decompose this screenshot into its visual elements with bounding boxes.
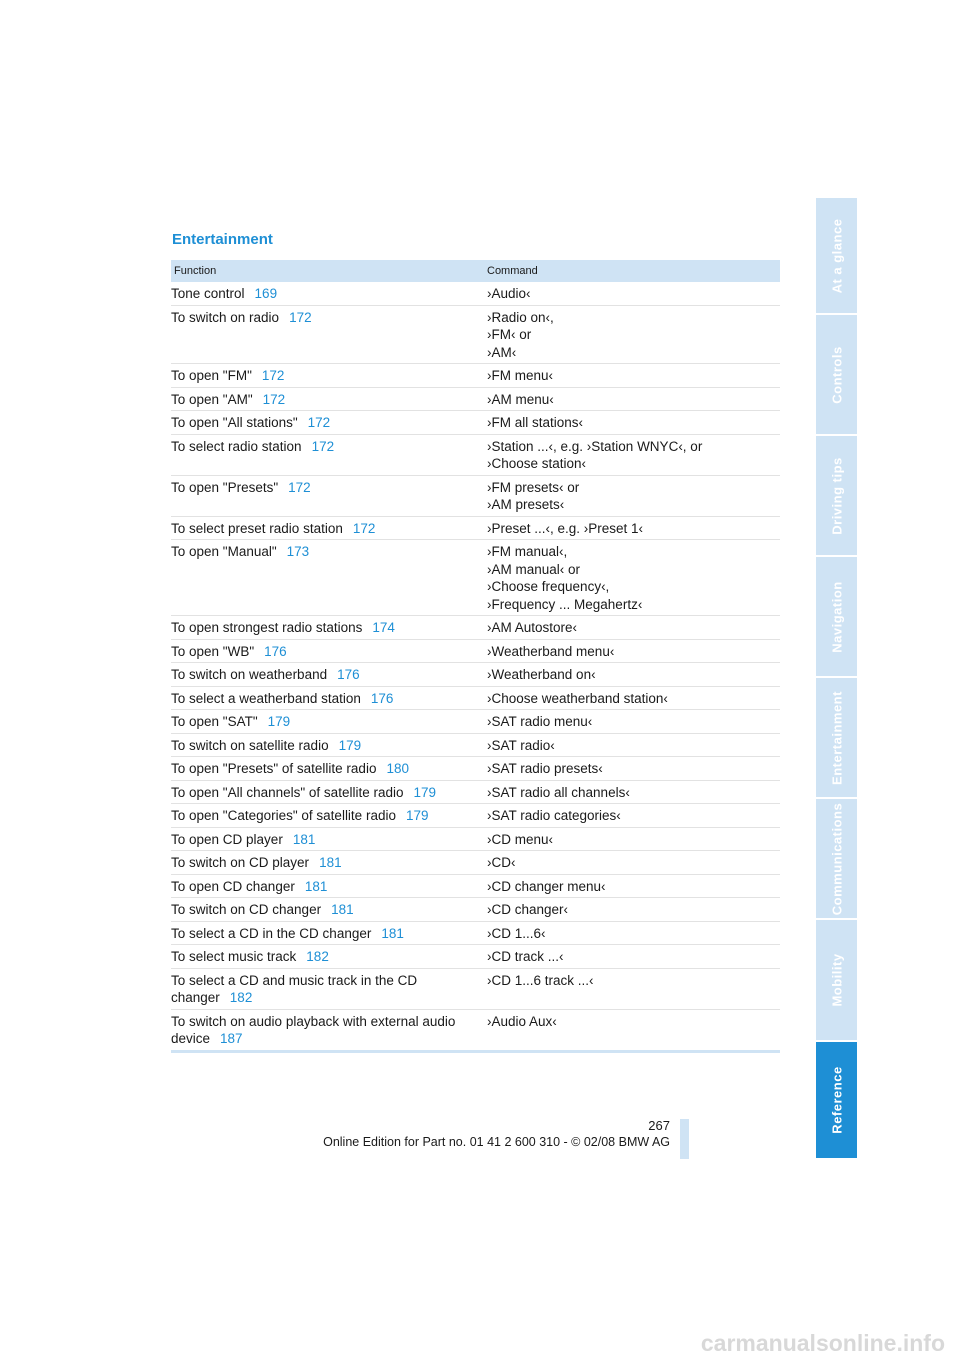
table-row [171,1010,780,1050]
function-text: To select preset radio station [171,520,343,536]
chapter-tab-label: Navigation [829,580,844,653]
table-row [171,640,780,664]
footer-accent-bar [680,1119,689,1159]
page-reference-link[interactable]: 179 [413,784,437,800]
function-cell [171,666,487,684]
chapter-tab-navigation[interactable] [816,557,857,678]
command-cell [487,479,780,514]
page-reference-link[interactable]: 176 [337,667,360,682]
function-text: To open "AM" [171,391,253,407]
page-reference-link[interactable]: 169 [254,286,278,301]
command-line: ›SAT radio categories‹ [487,808,621,823]
function-cell [171,520,487,538]
command-cell [487,285,780,303]
command-cell [487,367,780,385]
page-reference-link[interactable]: 180 [386,761,409,776]
table-row [171,540,780,616]
function-text: To open "WB" [171,643,255,659]
page-reference-link[interactable]: 181 [319,855,342,870]
function-text: To open CD player [171,831,283,847]
table-row [171,687,780,711]
table-row [171,364,780,388]
command-cell [487,925,780,943]
watermark: carmanualsonline.info [700,1330,945,1356]
header-function: Function [174,265,217,277]
table-body [171,282,780,1050]
function-text: To open "Presets" of satellite radio [171,761,377,776]
command-line: ›Audio‹ [487,286,531,301]
table-row [171,875,780,899]
chapter-tabs [816,198,857,1160]
edition-footer: Online Edition for Part no. 01 41 2 600 310 - © 02/08 BMW AG [323,1135,670,1149]
command-cell [487,643,780,661]
command-line: ›FM menu‹ [487,368,554,383]
command-line: ›FM all stations‹ [487,415,584,430]
command-cell [487,737,780,755]
command-line: ›CD‹ [487,855,516,870]
table-row [171,781,780,805]
table-row [171,411,780,435]
function-text: To select a weatherband station [171,690,361,706]
function-cell [171,831,487,849]
page-number: 267 [648,1118,670,1133]
section-title: Entertainment [172,231,273,248]
function-text: To open "All stations" [171,415,298,430]
command-line: ›CD 1...6‹ [487,925,546,941]
function-text: To switch on weatherband [171,667,328,682]
command-line: ›Weatherband on‹ [487,667,596,682]
chapter-tab-entertainment[interactable] [816,678,857,799]
function-cell [171,619,487,637]
function-text: To open "SAT" [171,714,258,729]
command-line: ›CD menu‹ [487,831,554,847]
page-reference-link[interactable]: 179 [338,737,362,753]
function-cell [171,643,487,661]
page-reference-link[interactable]: 172 [288,479,311,495]
function-cell [171,367,487,385]
page-reference-link[interactable]: 179 [405,808,429,823]
function-cell [171,878,487,896]
table-row [171,435,780,476]
function-text: To select radio station [171,438,302,454]
table-row [171,710,780,734]
table-row [171,922,780,946]
table-row [171,663,780,687]
function-text: Tone control [171,286,245,301]
command-line: ›Preset ...‹, e.g. ›Preset 1‹ [487,520,644,536]
table-row [171,734,780,758]
command-line: ›Frequency ... Megahertz‹ [487,596,643,612]
command-cell [487,438,780,473]
command-line: ›CD changer‹ [487,902,569,917]
command-line: ›CD 1...6 track ...‹ [487,972,594,988]
command-line: ›SAT radio all channels‹ [487,784,630,800]
function-cell [171,901,487,919]
chapter-tab-communications[interactable] [816,799,857,920]
table-row [171,969,780,1010]
function-cell [171,948,487,966]
command-cell [487,972,780,1007]
function-text: To open CD changer [171,878,295,894]
page-reference-link[interactable]: 172 [307,415,331,430]
function-cell [171,784,487,802]
command-line: ›Radio on‹, [487,309,554,325]
page-reference-link[interactable]: 182 [229,990,253,1005]
function-cell [171,807,487,825]
table-row [171,851,780,875]
chapter-tab-label: Mobility [829,953,844,1007]
command-cell [487,619,780,637]
command-cell [487,760,780,778]
command-line: ›Weatherband menu‹ [487,643,615,659]
table-row [171,757,780,781]
command-line: ›Choose station‹ [487,456,587,471]
command-line: ›AM‹ [487,344,517,360]
function-text: To switch on CD player [171,855,310,870]
command-cell [487,878,780,896]
function-cell [171,438,487,473]
page-reference-link[interactable]: 172 [262,391,286,407]
table-row [171,476,780,517]
table-row [171,828,780,852]
function-text: To switch on satellite radio [171,737,329,753]
command-cell [487,831,780,849]
chapter-tab-label: Driving tips [829,456,844,535]
command-cell [487,690,780,708]
page-reference-link[interactable]: 187 [220,1031,243,1046]
function-text: To switch on radio [171,309,280,325]
function-cell [171,972,487,1007]
table-row [171,616,780,640]
chapter-tab-label: Communications [829,802,844,915]
command-cell [487,1013,780,1048]
page-reference-link[interactable]: 179 [267,714,291,729]
function-text: To select music track [171,949,297,964]
function-text: To open "Presets" [171,479,279,495]
function-cell [171,854,487,872]
function-text: To select a CD in the CD changer [171,925,372,941]
function-cell [171,543,487,613]
function-text: To switch on audio playback with external audio device [171,1013,456,1046]
command-cell [487,309,780,362]
command-cell [487,854,780,872]
function-cell [171,414,487,432]
page-reference-link[interactable]: 172 [289,309,312,325]
page-reference-link[interactable]: 176 [264,643,287,659]
function-text: To open "Categories" of satellite radio [171,808,396,823]
command-line: ›Station ...‹, e.g. ›Station WNYC‹, or [487,438,703,454]
command-line: ›Audio Aux‹ [487,1013,557,1029]
function-cell [171,1013,487,1048]
command-cell [487,414,780,432]
function-text: To open "Manual" [171,544,277,559]
command-cell [487,901,780,919]
function-cell [171,737,487,755]
chapter-tab-label: Reference [829,1066,844,1134]
command-line: ›Choose weatherband station‹ [487,690,668,706]
page-reference-link[interactable]: 181 [331,902,354,917]
chapter-tab-reference[interactable] [816,1042,857,1160]
command-line: ›FM presets‹ or [487,479,580,495]
command-line: ›AM Autostore‹ [487,620,578,635]
command-line: ›FM manual‹, [487,544,568,559]
command-cell [487,807,780,825]
command-line: ›FM‹ or [487,327,532,342]
page-reference-link[interactable]: 172 [311,438,335,454]
function-text: To open "FM" [171,368,252,383]
chapter-tab-label: Entertainment [829,690,844,785]
table-row [171,517,780,541]
command-cell [487,713,780,731]
command-line: ›CD changer menu‹ [487,878,606,894]
function-cell [171,925,487,943]
chapter-tab-label: Controls [829,345,844,404]
command-cell [487,666,780,684]
chapter-tab-controls[interactable] [816,315,857,436]
command-line: ›AM menu‹ [487,391,554,407]
command-line: ›SAT radio menu‹ [487,714,593,729]
table-row [171,898,780,922]
function-text: To open "All channels" of satellite radio [171,784,404,800]
page-reference-link[interactable]: 181 [381,925,404,941]
function-text: To open strongest radio stations [171,620,363,635]
command-cell [487,543,780,613]
function-cell [171,285,487,303]
function-cell [171,690,487,708]
chapter-tab-label: At a glance [829,218,844,293]
command-line: ›CD track ...‹ [487,949,564,964]
command-line: ›SAT radio presets‹ [487,761,603,776]
function-cell [171,713,487,731]
page-reference-link[interactable]: 176 [370,690,394,706]
command-line: ›AM manual‹ or [487,561,581,577]
function-cell [171,391,487,409]
command-line: ›AM presets‹ [487,497,565,512]
function-cell [171,479,487,514]
chapter-tab-at-a-glance[interactable] [816,198,857,315]
page-reference-link[interactable]: 172 [261,368,285,383]
chapter-tab-driving-tips[interactable] [816,436,857,557]
function-text: To switch on CD changer [171,902,322,917]
page-reference-link[interactable]: 173 [286,544,310,559]
table-row [171,804,780,828]
function-cell [171,309,487,362]
page-reference-link[interactable]: 174 [372,620,395,635]
table-row [171,306,780,365]
header-command: Command [487,265,538,277]
page-reference-link[interactable]: 181 [292,831,316,847]
function-text: To select a CD and music track in the CD changer [171,972,418,1005]
table-row [171,945,780,969]
function-cell [171,760,487,778]
command-line: ›SAT radio‹ [487,737,555,753]
table-row [171,282,780,306]
command-line: ›Choose frequency‹, [487,579,610,594]
command-cell [487,520,780,538]
table-header [171,260,780,282]
table-row [171,388,780,412]
page-reference-link[interactable]: 182 [306,949,329,964]
page-reference-link[interactable]: 172 [352,520,376,536]
command-cell [487,784,780,802]
command-cell [487,391,780,409]
page-reference-link[interactable]: 181 [304,878,328,894]
command-cell [487,948,780,966]
voice-command-table [171,260,780,1053]
chapter-tab-mobility[interactable] [816,920,857,1042]
